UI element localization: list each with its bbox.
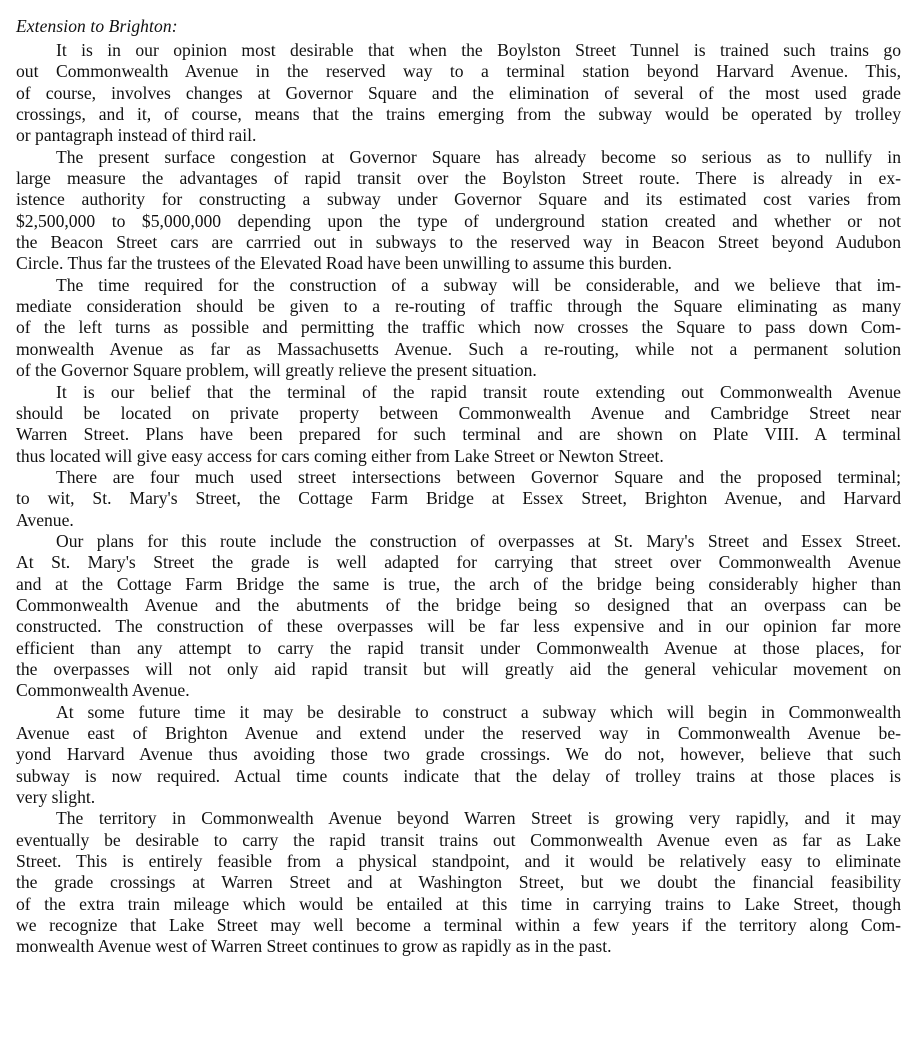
text-line: thus located will give easy access for cars coming either from Lake Street or Newton Street. [16, 445, 664, 466]
document-body [16, 40, 901, 958]
text-line: There are four much used street intersections between Governor Square and the proposed terminal; [56, 466, 901, 487]
paragraph [16, 147, 901, 275]
text-line: It is our belief that the terminal of the rapid transit route extending out Commonwealth Avenue [56, 381, 901, 402]
text-line: of the left turns as possible and permitting the traffic which now crosses the Square to pass down Com- [16, 317, 901, 338]
text-line: The present surface congestion at Governor Square has already become so serious as to nullify in [56, 146, 901, 167]
text-line: Commonwealth Avenue. [16, 680, 190, 701]
text-line: subway is now required. Actual time counts indicate that the delay of trolley trains at those places is [16, 765, 901, 786]
text-line: out Commonwealth Avenue in the reserved way to a terminal station beyond Harvard Avenue. This, [16, 61, 901, 82]
text-line: Circle. Thus far the trustees of the Elevated Road have been unwilling to assume this burden. [16, 253, 672, 274]
text-line: istence authority for constructing a subway under Governor Square and its estimated cost varies from [16, 189, 901, 210]
text-line: Our plans for this route include the construction of overpasses at St. Mary's Street and Essex Street. [56, 530, 901, 551]
paragraph [16, 382, 901, 467]
text-line: of the Governor Square problem, will greatly relieve the present situation. [16, 360, 537, 381]
text-line: we recognize that Lake Street may well become a terminal within a few years if the territory along Com- [16, 915, 901, 936]
text-line: monwealth Avenue as far as Massachusetts Avenue. Such a re-routing, while not a permanent solution [16, 338, 901, 359]
text-line: the Beacon Street cars are carrried out in subways to the reserved way in Beacon Street beyond Audubon [16, 232, 901, 253]
text-line: and at the Cottage Farm Bridge the same is true, the arch of the bridge being considerably higher than [16, 573, 901, 594]
text-line: monwealth Avenue west of Warren Street continues to grow as rapidly as in the past. [16, 936, 612, 957]
text-line: yond Harvard Avenue thus avoiding those two grade crossings. We do not, however, believe that such [16, 744, 901, 765]
text-line: It is in our opinion most desirable that when the Boylston Street Tunnel is trained such trains go [56, 40, 901, 60]
text-line: At some future time it may be desirable to construct a subway which will begin in Commonwealth [56, 701, 901, 722]
text-line: should be located on private property between Commonwealth Avenue and Cambridge Street near [16, 402, 901, 423]
text-line: Avenue. [16, 509, 74, 530]
text-line: $2,500,000 to $5,000,000 depending upon the type of underground station created and whether or not [16, 210, 901, 231]
paragraph [16, 702, 901, 809]
text-line: large measure the advantages of rapid transit over the Boylston Street route. There is already in ex- [16, 168, 901, 189]
paragraph [16, 275, 901, 382]
text-line: very slight. [16, 787, 96, 808]
paragraph [16, 531, 901, 702]
text-line: Avenue east of Brighton Avenue and extend under the reserved way in Commonwealth Avenue be- [16, 723, 901, 743]
paragraph [16, 467, 901, 531]
text-line: of course, involves changes at Governor Square and the elimination of several of the most used grade [16, 82, 901, 103]
text-line: Street. This is entirely feasible from a physical standpoint, and it would be relatively easy to eliminate [16, 851, 901, 872]
text-line: the grade crossings at Warren Street and at Washington Street, but we doubt the financial feasibility [16, 872, 901, 893]
text-line: Commonwealth Avenue and the abutments of the bridge being so designed that an overpass can be [16, 594, 901, 615]
text-line: The territory in Commonwealth Avenue beyond Warren Street is growing very rapidly, and it may [56, 808, 901, 829]
text-line: crossings, and it, of course, means that the trains emerging from the subway would be operated by trolley [16, 104, 901, 125]
text-line: the overpasses will not only aid rapid transit but will greatly aid the general vehicular movement on [16, 658, 901, 679]
section-heading: Extension to Brighton: [16, 16, 178, 36]
text-line: of the extra train mileage which would be entailed at this time in carrying trains to Lake Street, though [16, 893, 901, 914]
text-line: efficient than any attempt to carry the rapid transit under Commonwealth Avenue at those places, for [16, 637, 901, 658]
text-line: The time required for the construction of a subway will be considerable, and we believe that im- [56, 274, 901, 295]
text-line: constructed. The construction of these overpasses will be far less expensive and in our opinion far more [16, 616, 901, 637]
paragraph [16, 808, 901, 957]
text-line: to wit, St. Mary's Street, the Cottage Farm Bridge at Essex Street, Brighton Avenue, and Harvard [16, 488, 901, 509]
paragraph [16, 40, 901, 147]
text-line: mediate consideration should be given to a re-routing of traffic through the Square eliminating as many [16, 296, 901, 317]
text-line: At St. Mary's Street the grade is well adapted for carrying that street over Commonwealth Avenue [16, 552, 901, 573]
text-line: eventually be desirable to carry the rapid transit trains out Commonwealth Avenue even as far as Lake [16, 829, 901, 850]
text-line: Warren Street. Plans have been prepared for such terminal and are shown on Plate VIII. A terminal [16, 424, 901, 445]
text-line: or pantagraph instead of third rail. [16, 125, 257, 146]
